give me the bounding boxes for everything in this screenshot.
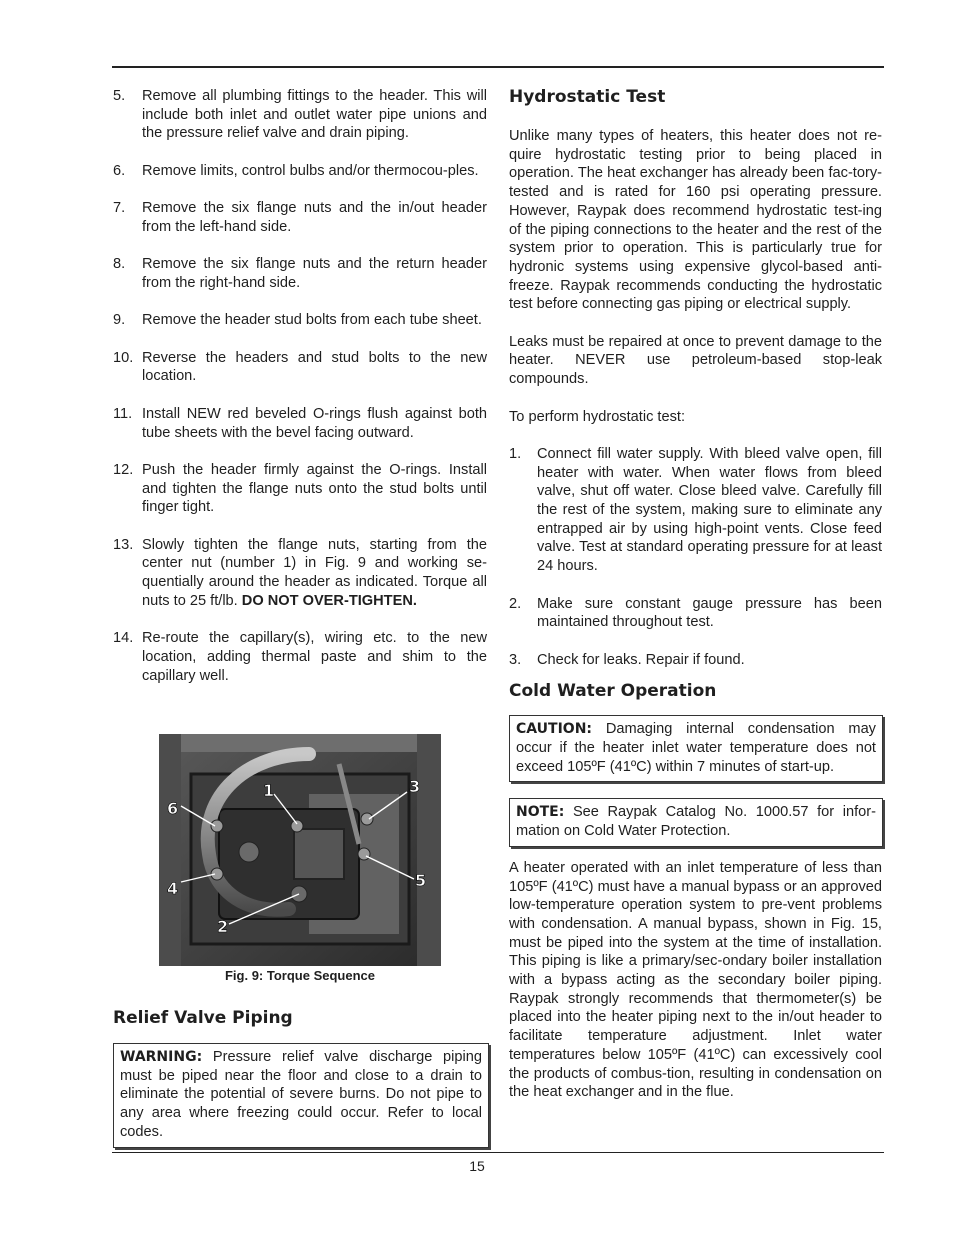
list-item: 12. Push the header firmly against the O-rings. Install and tighten the flange nuts onto the stud bolts until finger tight. [113, 461, 487, 516]
right-column [509, 87, 882, 1102]
hydrostatic-para-1: Unlike many types of heaters, this heater does not re-quire hydrostatic testing prior to being placed in operation. The heat exchanger has already been fac-tory-tested and is rated for 160 psi operating pressure. However, Raypak does recommend hydrostatic test-ing of the piping connections to the heater and the rest of the system prior to operation. This is particularly true for hydronic systems using expensive glycol-based anti-freeze. Raypak recommends conducting the hydrostatic test before connecting gas piping or electrical supply. [509, 128, 882, 313]
warning-box [113, 1043, 489, 1148]
caution-text: Damaging internal condensation may occur if the heater inlet water temperature does not exceed 105ºF (41ºC) within 7 minutes of start-up. [516, 721, 876, 775]
list-item: 3. Check for leaks. Repair if found. [509, 651, 745, 668]
list-item: 1. Connect fill water supply. With bleed valve open, fill heater with water. When water flows from bleed valve, shut off water. Close bleed valve. Carefully fill the rest of the system, making sure to eliminate any entrapped air by using high-point vents. Close feed valve. Test at standard operating pressure for at least 24 hours. [509, 445, 882, 575]
torque-label-5: 5 [415, 871, 427, 890]
header-photo-illustration [159, 734, 441, 966]
list-item: 2. Make sure constant gauge pressure has been maintained throughout test. [509, 595, 882, 631]
torque-warning: DO NOT OVER-TIGHTEN. [241, 592, 417, 609]
hydrostatic-para-2: Leaks must be repaired at once to prevent damage to the heater. NEVER use petroleum-based stop-leak compounds. [509, 333, 882, 388]
torque-label-3: 3 [409, 777, 421, 796]
torque-label-4: 4 [167, 879, 179, 898]
list-item: 6. Remove limits, control bulbs and/or thermocou-ples. [113, 162, 479, 179]
list-item: 10. Reverse the headers and stud bolts to the new location. [113, 349, 487, 385]
caution-label: CAUTION: [516, 721, 593, 738]
list-item: 5. Remove all plumbing fittings to the header. This will include both inlet and outlet water pipe unions and the pressure relief valve and drain piping. [113, 88, 487, 142]
warning-text: Pressure relief valve discharge piping must be piped near the floor and close to a drain to eliminate the potential of severe burns. Do not pipe to any area where freezing could occur. Refer to local codes. [120, 1049, 482, 1140]
torque-sequence-photo [159, 734, 441, 966]
torque-label-6: 6 [167, 799, 179, 818]
caution-box [509, 715, 883, 782]
list-item: 7. Remove the six flange nuts and the in/out header from the left-hand side. [113, 200, 487, 235]
note-text: See Raypak Catalog No. 1000.57 for infor-mation on Cold Water Protection. [516, 804, 876, 840]
bottom-rule [112, 1152, 884, 1153]
torque-label-1: 1 [263, 781, 275, 800]
hydrostatic-para-3: To perform hydrostatic test: [509, 408, 686, 425]
hydrostatic-steps [509, 445, 882, 669]
list-item: 14. Re-route the capillary(s), wiring etc. to the new location, adding thermal paste and shim to the capillary well. [113, 630, 487, 684]
page-number: 15 [469, 1158, 485, 1174]
cold-water-para: A heater operated with an inlet temperature of less than 105ºF (41ºC) must have a manual bypass or an approved low-temperature operation system to pre-vent problems with condensation. A manual bypass, shown in Fig. 15, must be piped into the system at the time of installation. This piping is like a primary/sec-ondary boiler installation with a bypass acting as the secondary boiler piping. Raypak strongly recommends that thermometer(s) be placed into the heater piping next to the in/out header to facilitate temperature adjustment. Inlet water temperatures below 105ºF (41ºC) can excessively cool the products of combus-tion, resulting in condensation on the heat exchanger and in the flue. [509, 859, 882, 1101]
cold-water-heading: Cold Water Operation [509, 681, 717, 702]
left-column [113, 87, 487, 704]
top-rule [112, 66, 884, 68]
figure-caption: Fig. 9: Torque Sequence [224, 968, 375, 983]
list-item: 8. Remove the six flange nuts and the return header from the right-hand side. [113, 256, 487, 291]
list-item: 9. Remove the header stud bolts from each tube sheet. [113, 312, 482, 329]
header-reversal-steps [113, 87, 487, 685]
note-box [509, 798, 883, 846]
torque-label-2: 2 [217, 917, 229, 936]
note-label: NOTE: [516, 804, 565, 821]
hydrostatic-heading: Hydrostatic Test [509, 87, 666, 107]
list-item: 13. Slowly tighten the flange nuts, starting from the center nut (number 1) in Fig. 9 and working se-quentially around the header as indicated. Torque all nuts to 25 ft/lb. DO NOT OVER-TIGHTEN. [113, 536, 487, 609]
relief-valve-heading: Relief Valve Piping [113, 1008, 293, 1028]
warning-label: WARNING: [120, 1049, 203, 1065]
list-item: 11. Install NEW red beveled O-rings flush against both tube sheets with the bevel facing outward. [113, 405, 487, 441]
